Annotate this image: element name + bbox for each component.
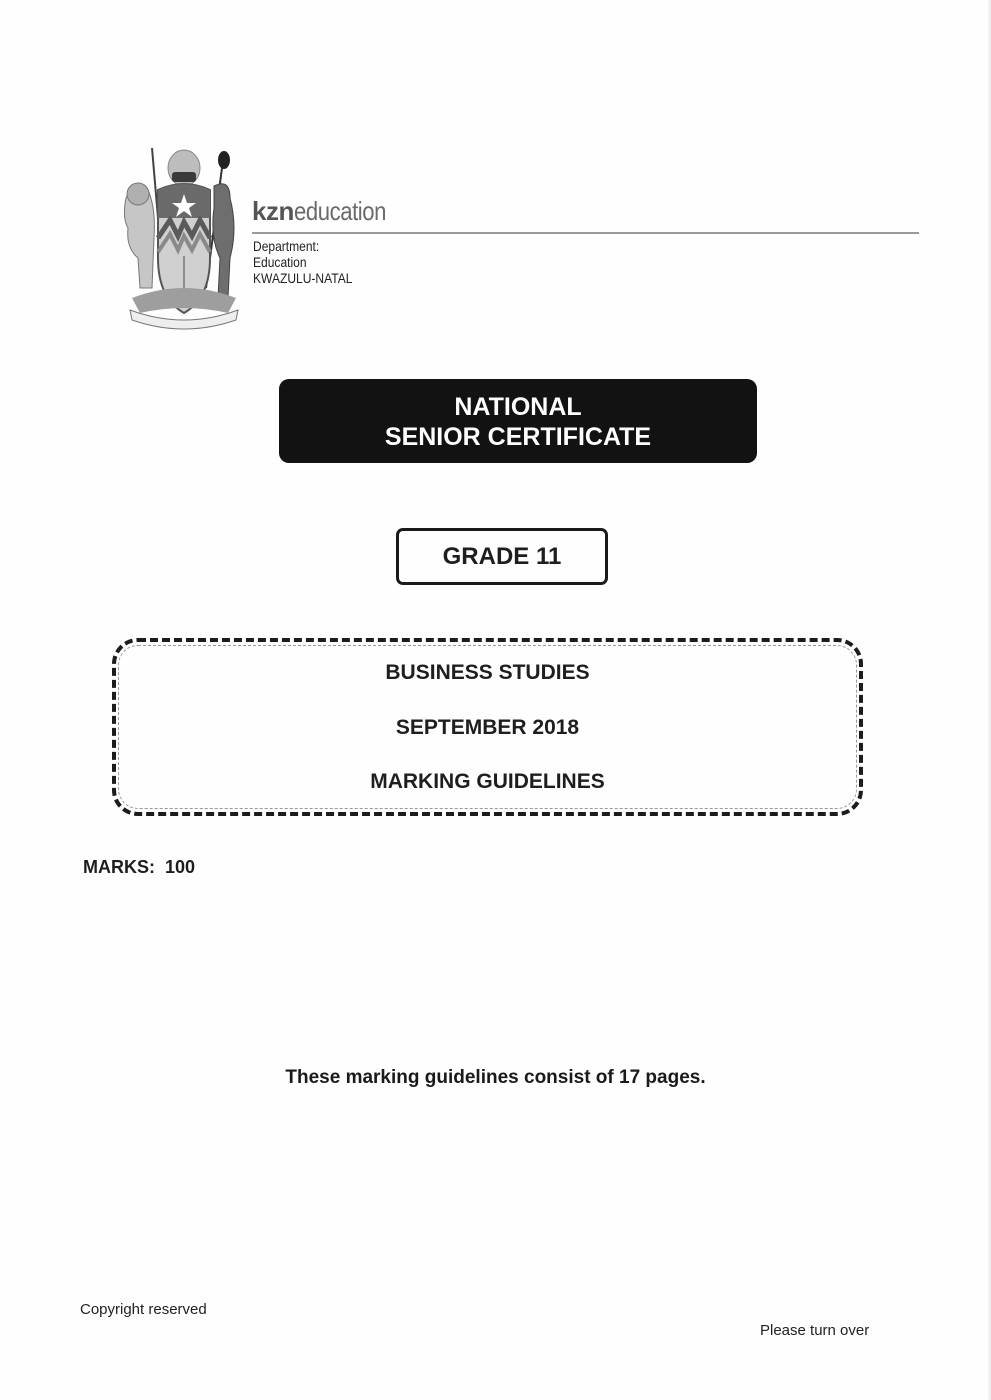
coat-of-arms-icon bbox=[118, 138, 250, 336]
grade-label: GRADE 11 bbox=[396, 528, 608, 585]
nsc-banner bbox=[279, 379, 757, 463]
department-block bbox=[253, 238, 369, 286]
exam-session: SEPTEMBER 2018 bbox=[395, 716, 580, 739]
department-name: Education bbox=[253, 254, 307, 270]
subject-title: BUSINESS STUDIES bbox=[385, 661, 590, 684]
copyright-footer: Copyright reserved bbox=[80, 1301, 207, 1318]
total-marks: MARKS: 100 bbox=[83, 857, 196, 877]
department-label: Department: bbox=[253, 238, 320, 254]
brand-divider bbox=[252, 232, 919, 234]
page-count-note: These marking guidelines consist of 17 pages. bbox=[285, 1067, 706, 1088]
banner-line-1: NATIONAL bbox=[454, 393, 582, 421]
banner-line-2: SENIOR CERTIFICATE bbox=[384, 423, 652, 451]
turn-over-footer: Please turn over bbox=[760, 1322, 870, 1339]
brand-education: education bbox=[293, 196, 386, 226]
brand-kzn: kzn bbox=[252, 196, 294, 226]
province-name: KWAZULU-NATAL bbox=[253, 270, 353, 286]
document-type: MARKING GUIDELINES bbox=[370, 770, 605, 793]
brand-title bbox=[252, 196, 402, 226]
